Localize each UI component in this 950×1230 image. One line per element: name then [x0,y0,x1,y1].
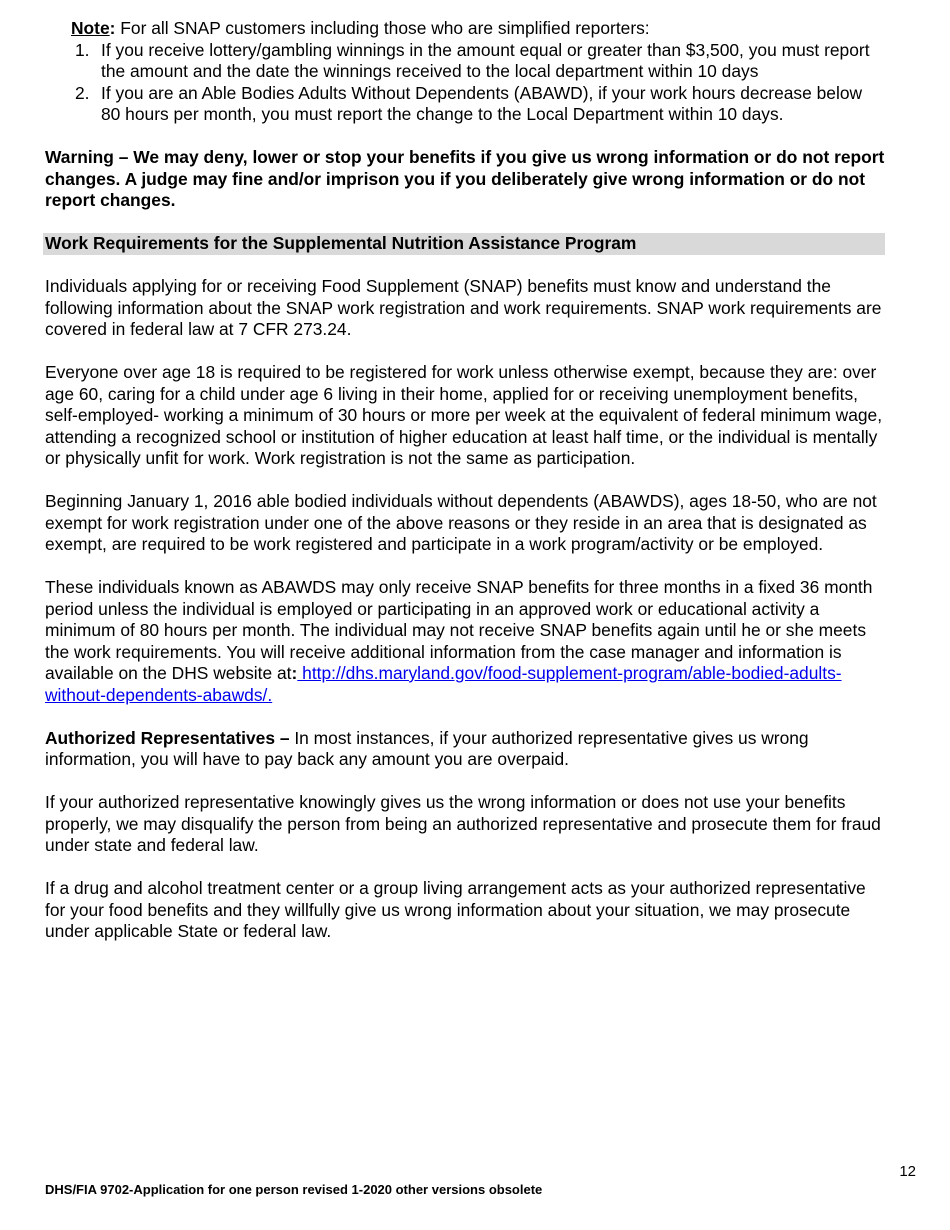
work-requirements-paragraph: Beginning January 1, 2016 able bodied individuals without dependents (ABAWDS), ages 18-50, who are not exempt for work registration under one of the above reasons or they reside in an area that is designated as exempt, are required to be work registered and participate in a work program/activity or be employed. [45,491,877,554]
work-requirements-paragraph: Everyone over age 18 is required to be registered for work unless otherwise exempt, because they are: over age 60, caring for a child under age 6 living in their home, applied for or receiving unemployment benefits, self-employed- working a minimum of 30 hours or more per week at the equivalent of federal minimum wage, attending a recognized school or institution of higher education at least half time, or the individual is mentally or physically unfit for work. Work registration is not the same as participation. [45,362,883,468]
warning-paragraph: Warning – We may deny, lower or stop your benefits if you give us wrong information or do not report changes. A judge may fine and/or imprison you if you deliberately give wrong information or do not report changes. [45,147,885,210]
document-page [45,18,885,964]
note-item-number: 1. [75,39,90,60]
authorized-representatives-paragraph [45,728,885,771]
abawd-colon: : [291,663,298,683]
authorized-representatives-paragraph: If a drug and alcohol treatment center or a group living arrangement acts as your authorized representative for your food benefits and they willfully give us wrong information about your situation, we may prosecute under applicable State or federal law. [45,878,866,941]
section-heading-work-requirements: Work Requirements for the Supplemental Nutrition Assistance Program [43,233,885,255]
form-footer: DHS/FIA 9702-Application for one person revised 1-2020 other versions obsolete [45,1182,543,1197]
authorized-representatives-intro: In most instances, if your authorized representative gives us wrong information, you will have to pay back any amount you are overpaid. [45,727,809,769]
abawd-paragraph-text: These individuals known as ABAWDS may only receive SNAP benefits for three months in a fixed 36 month period unless the individual is employed or participating in an approved work or educational activity a minimum of 80 hours per month. The individual may not receive SNAP benefits again until he or she meets the work requirements. You will receive additional information from the case manager and information is available on the DHS website at [45,577,873,683]
authorized-representatives-label: Authorized Representatives – [45,727,290,748]
note-list-item [45,40,885,83]
note-list [45,40,885,126]
work-requirements-paragraph: Individuals applying for or receiving Food Supplement (SNAP) benefits must know and understand the following information about the SNAP work registration and work requirements. SNAP work requirements are covered in federal law at 7 CFR 273.24. [45,276,882,339]
note-intro-text: For all SNAP customers including those who are simplified reporters: [115,18,650,38]
note-item-text: If you are an Able Bodies Adults Without Dependents (ABAWD), if your work hours decrease below 80 hours per month, you must report the change to the Local Department within 10 days. [101,82,863,124]
note-item-number: 2. [75,82,90,103]
abawd-website-link[interactable]: http://dhs.maryland.gov/food-supplement-program/able-bodied-adults-without-dependents-abawds/. [45,663,842,705]
authorized-representatives-paragraph: If your authorized representative knowingly gives us the wrong information or does not use your benefits properly, we may disqualify the person from being an authorized representative and prosecute them for fraud under state and federal law. [45,792,881,855]
note-label-text: Note [71,18,110,38]
abawd-paragraph [45,577,885,706]
note-intro [71,18,885,40]
note-label-colon: : [109,18,116,38]
note-item-text: If you receive lottery/gambling winnings in the amount equal or greater than $3,500, you must report the amount and the date the winnings received to the local department within 10 days [101,39,870,81]
note-label [71,18,115,38]
note-list-item [45,83,885,126]
page-number: 12 [899,1163,916,1180]
